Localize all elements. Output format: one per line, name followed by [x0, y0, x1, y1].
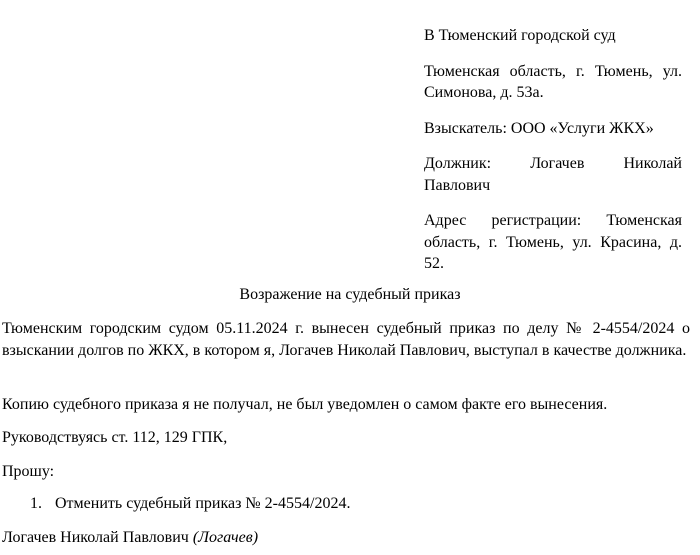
debtor-label: Должник: [424, 155, 492, 172]
debtor-surname: Логачев [530, 155, 585, 172]
debtor [424, 153, 682, 196]
paragraph-no-copy [2, 394, 690, 416]
signer-name: Логачев Николай Павлович [2, 529, 189, 546]
document-header [424, 25, 682, 289]
legal-basis-text: Руководствуясь ст. 112, 129 ГПК, [2, 429, 228, 446]
court-address: Тюменская область, г. Тюмень, ул. Симонова, д. 53а. [424, 62, 682, 101]
claimant: Взыскатель: ООО «Услуги ЖКХ» [424, 119, 654, 137]
signature-line [2, 528, 258, 548]
no-copy-text: Копию судебного приказа я не получал, не был уведомлен о самом факте его вынесения. [2, 396, 608, 413]
debtor-patronymic: Павлович [424, 176, 491, 194]
request-heading [2, 461, 690, 483]
facts-text: Тюменским городским судом 05.11.2024 г. вынесен судебный приказ по делу № 2-4554/2024 о взыскании долгов по ЖКХ, в котором я, Логачев Николай Павлович, выступал в качестве должника. [2, 320, 690, 359]
paragraph-facts [2, 318, 690, 361]
handwritten-signature: (Логачев) [192, 529, 259, 546]
list-item-number: 1. [30, 495, 42, 512]
list-item [30, 494, 350, 514]
request-label: Прошу: [2, 463, 55, 480]
registration-address: Адрес регистрации: Тюменская область, г. Тюмень, ул. Красина, д. 52. [424, 212, 682, 272]
document-title: Возражение на судебный приказ [239, 286, 461, 303]
court-name: В Тюменский городской суд [424, 27, 616, 44]
paragraph-legal-basis [2, 427, 690, 449]
debtor-name: Николай [623, 155, 682, 172]
list-item-text: Отменить судебный приказ № 2-4554/2024. [55, 495, 351, 512]
